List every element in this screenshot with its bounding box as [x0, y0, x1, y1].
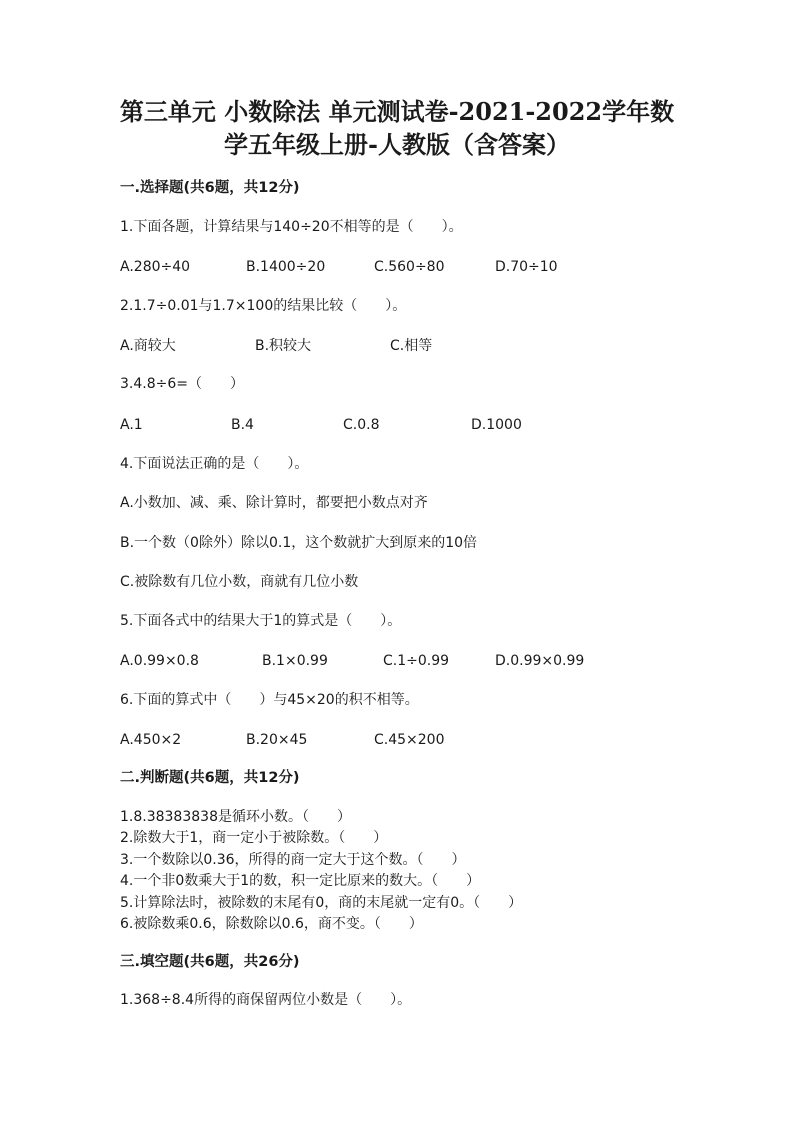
question-6: 6.下面的算式中（ ）与45×20的积不相等。	[120, 692, 419, 708]
option-2b: B.积较大	[255, 338, 312, 354]
document-title-line1: 第三单元 小数除法 单元测试卷-2021-2022学年数	[119, 97, 675, 126]
option-6c: C.45×200	[374, 732, 445, 748]
list-item: 1.8.38383838是循环小数。（ ）	[120, 809, 351, 825]
option-2a: A.商较大	[120, 338, 176, 354]
judgement-list	[120, 807, 522, 935]
option-1d: D.70÷10	[495, 259, 558, 275]
option-1a: A.280÷40	[120, 259, 191, 275]
list-item: 6.被除数乘0.6，除数除以0.6，商不变。（ ）	[120, 915, 423, 932]
option-6a: A.450×2	[120, 732, 182, 748]
option-1c: C.560÷80	[374, 259, 445, 275]
document-title-line2: 学五年级上册-人教版（含答案）	[224, 130, 570, 159]
section-heading-fill-blank: 三.填空题(共6题，共26分)	[120, 954, 300, 970]
option-4a: A.小数加、减、乘、除计算时，都要把小数点对齐	[120, 495, 428, 511]
fill-question-1: 1.368÷8.4所得的商保留两位小数是（ ）。	[120, 992, 412, 1008]
option-5a: A.0.99×0.8	[120, 653, 199, 669]
option-5c: C.1÷0.99	[383, 653, 450, 669]
option-6b: B.20×45	[246, 732, 308, 748]
question-5: 5.下面各式中的结果大于1的算式是（ ）。	[120, 613, 402, 629]
option-3b: B.4	[231, 417, 254, 433]
option-3a: A.1	[120, 417, 143, 433]
section-heading-choice: 一.选择题(共6题，共12分)	[120, 180, 300, 196]
question-1: 1.下面各题，计算结果与140÷20不相等的是（ ）。	[120, 219, 463, 235]
option-3c: C.0.8	[343, 417, 380, 433]
option-5d: D.0.99×0.99	[495, 653, 585, 669]
question-3: 3.4.8÷6=（ ）	[120, 376, 244, 392]
option-2c: C.相等	[390, 338, 433, 354]
option-3d: D.1000	[471, 417, 522, 433]
list-item: 5.计算除法时，被除数的末尾有0，商的末尾就一定有0。（ ）	[120, 894, 523, 911]
section-heading-judgement: 二.判断题(共6题，共12分)	[120, 770, 300, 786]
list-item: 3.一个数除以0.36，所得的商一定大于这个数。（ ）	[120, 851, 466, 868]
question-2: 2.1.7÷0.01与1.7×100的结果比较（ ）。	[120, 298, 407, 314]
question-4: 4.下面说法正确的是（ ）。	[120, 456, 309, 472]
option-1b: B.1400÷20	[246, 259, 326, 275]
option-5b: B.1×0.99	[262, 653, 328, 669]
option-4b: B.一个数（0除外）除以0.1，这个数就扩大到原来的10倍	[120, 535, 478, 551]
option-4c: C.被除数有几位小数，商就有几位小数	[120, 574, 359, 590]
list-item: 4.一个非0数乘大于1的数，积一定比原来的数大。（ ）	[120, 873, 481, 890]
list-item: 2.除数大于1，商一定小于被除数。（ ）	[120, 830, 388, 847]
